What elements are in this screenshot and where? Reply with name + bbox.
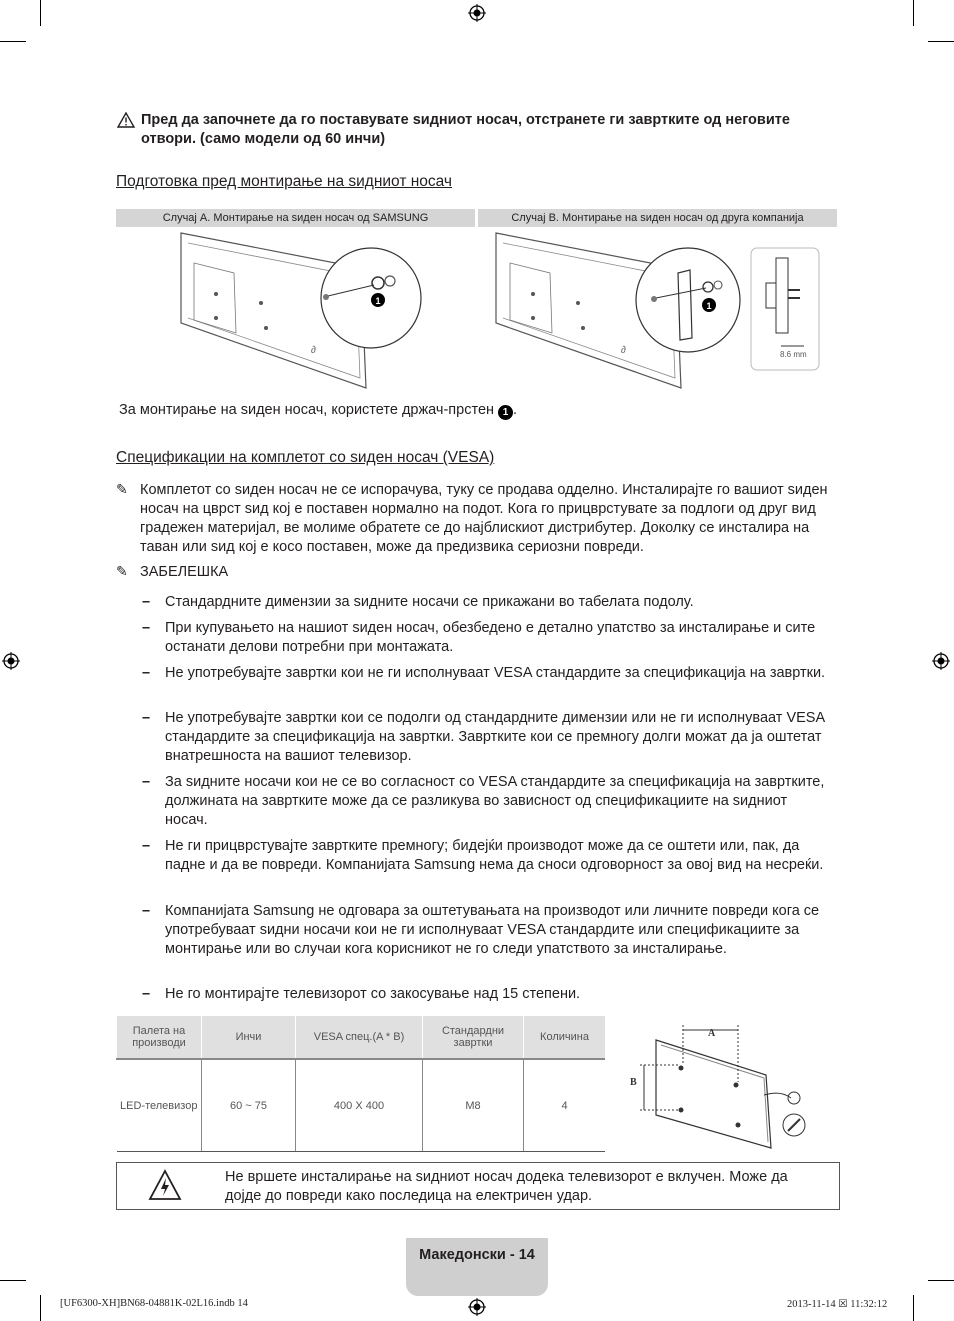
electric-shock-warning-icon [148,1169,182,1201]
table-header: Количина [524,1016,606,1059]
table-header: VESA спец.(A * B) [296,1016,423,1059]
case-a-diagram [116,228,475,398]
registration-mark-icon [932,652,950,670]
crop-mark [913,1295,914,1321]
warning-triangle-icon [117,112,135,128]
svg-text:1: 1 [706,301,712,311]
table-cell: LED-телевизор [117,1059,202,1152]
crop-mark [0,41,26,42]
crop-mark [928,1280,954,1281]
registration-mark-icon [2,652,20,670]
table-header: Инчи [202,1016,296,1059]
list-item: – За ѕидните носачи кои не се во согласност со VESA стандардите за спецификација на завртките, должината на завртките може да се разликува во зависност од спецификациите на ѕидниот носач. [142,774,825,828]
svg-text:∂: ∂ [621,345,626,356]
case-b-label: Случај B. Монтирање на ѕиден носач од друга компанија [478,209,837,227]
table-cell: 4 [524,1059,606,1152]
case-a-label: Случај A. Монтирање на ѕиден носач од SAMSUNG [116,209,475,227]
svg-text:A: A [708,1028,716,1039]
section-title-preparation: Подготовка пред монтирање на ѕидниот носач [116,173,453,190]
svg-text:1: 1 [375,296,381,306]
list-item: – При купувањето на нашиот ѕиден носач, обезбедено е детално упатство за инсталирање и сите останати делови потребни при монтажата. [142,620,816,655]
footer-file-info: [UF6300-XH]BN68-04881K-02L16.indb 14 [60,1298,248,1309]
table-header: Палета на производи [117,1016,202,1059]
svg-text:B: B [630,1077,637,1088]
list-item: – Стандардните димензии за ѕидните носачи се прикажани во табелата подолу. [142,594,694,610]
crop-mark [913,0,914,26]
pencil-note-icon: ✎ [116,563,128,579]
ring-note-text: За монтирање на ѕиден носач, користете држач-прстен [119,402,495,418]
section-title-vesa: Спецификации на комплетот со ѕиден носач (VESA) [116,449,495,466]
list-item: – Не го монтирајте телевизорот со закосување над 15 степени. [142,986,581,1002]
crop-mark [928,41,954,42]
page-number-tab [406,1238,548,1296]
list-item: – Не ги прицврстувајте завртките премногу; бидејќи производот може да се оштети или, пак, да падне и да ве повреди. Компанијата Samsung нема да сноси одговорност за овој вид на несреќи. [142,838,824,873]
top-warning [117,111,797,149]
case-b-diagram [478,228,837,398]
table-row [117,1059,606,1152]
caution-box [116,1162,840,1210]
svg-text:8.6 mm: 8.6 mm [780,350,807,359]
crop-mark [0,1280,26,1281]
callout-number-badge: 1 [498,405,513,420]
list-item: – Не употребувајте завртки кои се подолги од стандардните димензии или не ги исполнуваат VESA стандардите за спецификација на завртки. Завртките кои се премногу долги можат да ја оштетат внатрешноста на вашиот телевизор. [142,710,825,764]
list-item: – Компанијата Samsung не одговара за оштетувањата на производот или личните повреди кога се употребуваат ѕидни носачи кои не ги исполнуваат VESA стандардите или спецификациите за монтирање или во случаи кога корисникот не го следи упатството за инсталирање. [142,903,820,957]
vesa-paragraph: ✎ Комплетот со ѕиден носач не се испорачува, туку се продава одделно. Инсталирајте го вашиот ѕиден носач на цврст ѕид кој е поставен нормално на подот. Кога го прицврстувате за подлоги од друг вид градежен материјал, ве молиме обратете се до најблискиот дистрибутер. Доколку се инсталира на таван или ѕид кој е косо поставен, може да предизвика сериозни повреди. [116,481,828,555]
page-label: Македонски - 14 [419,1247,535,1263]
caution-text: Не вршете инсталирање на ѕидниот носач додека телевизорот е вклучен. Може да дојде до повреди како последица на електричен удар. [225,1169,788,1204]
crop-mark [40,1295,41,1321]
table-header-row [117,1016,606,1059]
table-header: Стандардни завртки [423,1016,524,1059]
ring-note: За монтирање на ѕиден носач, користете држач-прстен 1 . [119,402,518,418]
list-item: – Не употребувајте завртки кои не ги исполнуваат VESA стандардите за спецификација на завртки. [142,665,826,681]
vesa-table [116,1016,605,1152]
footer-timestamp: 2013-11-14 ﻿☒ 11:32:12 [787,1299,888,1310]
pencil-note-icon: ✎ [116,481,128,497]
table-cell: 400 X 400 [296,1059,423,1152]
crop-mark [40,0,41,26]
vesa-dimension-diagram [626,1020,826,1155]
registration-mark-icon [468,4,486,22]
note-heading: ✎ ЗАБЕЛЕШКА [116,563,229,580]
top-warning-text: Пред да започнете да го поставувате ѕидниот носач, отстранете ги завртките од неговите отвори. (само модели од 60 инчи) [141,112,790,147]
table-cell: M8 [423,1059,524,1152]
table-cell: 60 ~ 75 [202,1059,296,1152]
registration-mark-icon [468,1298,486,1316]
svg-text:∂: ∂ [311,345,316,356]
